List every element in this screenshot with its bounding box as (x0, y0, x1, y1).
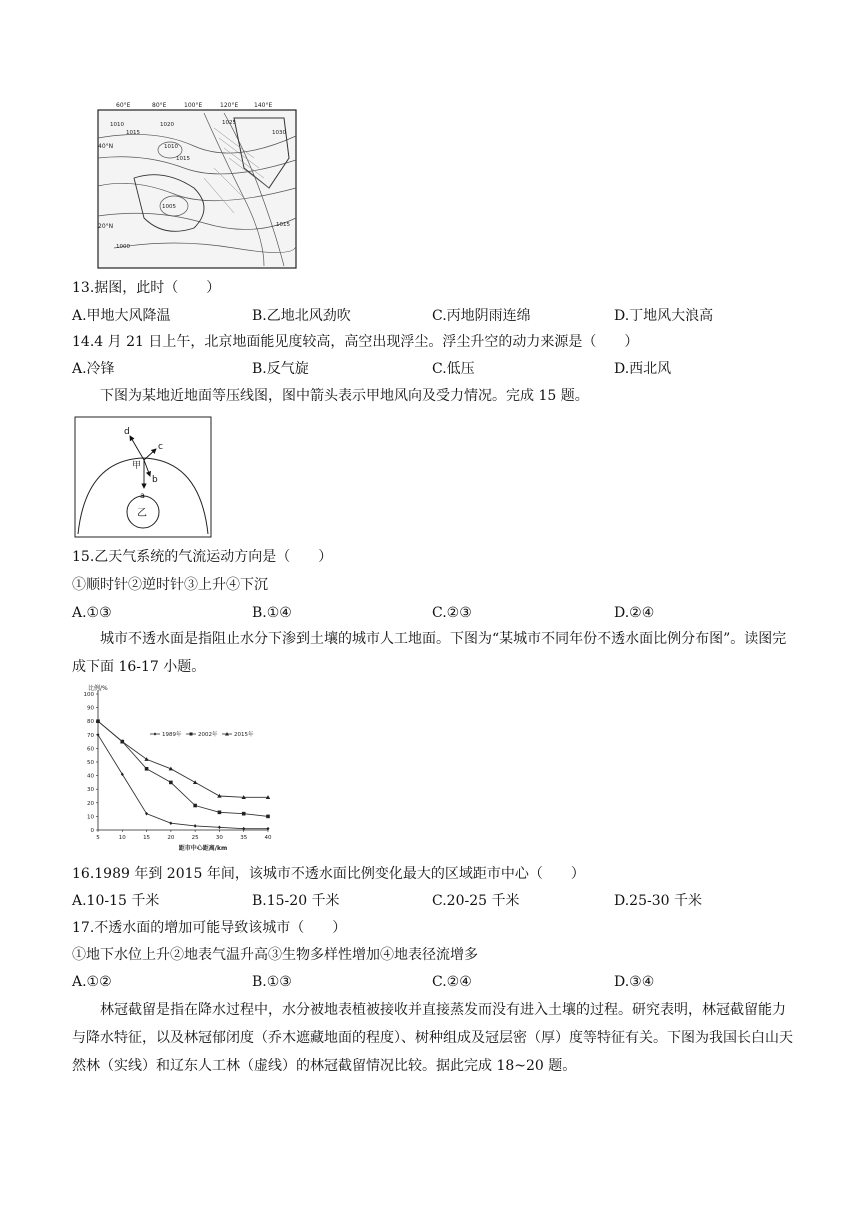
data-point (218, 811, 222, 815)
data-point (145, 767, 149, 771)
intro-18-paragraph (72, 996, 794, 1080)
intro-16-paragraph (72, 625, 794, 681)
x-tick-label: 15 (143, 835, 151, 841)
q15-option-c: C.②③ (432, 605, 472, 621)
lon-label: 120°E (220, 102, 239, 109)
y-tick-label: 100 (83, 692, 94, 698)
isobar-label: 1015 (276, 222, 290, 228)
isobar-label: 1025 (222, 120, 236, 126)
data-point (193, 780, 197, 784)
isobar-label: 1010 (164, 144, 178, 150)
data-point (169, 781, 173, 785)
intro-18: 林冠截留是指在降水过程中，水分被地表植被接收并直接蒸发而没有进入土壤的过程。研究表明，林冠截留能力与降水特征，以及林冠郁闭度（乔木遮藏地面的程度）、树种组成及冠层密（厚）度等特征有关。下图为我国长白山天然林（实线）和辽东人工林（虚线）的林冠截留情况比较。据此完成 18~20 题。 (72, 1002, 793, 1074)
q16-option-b: B.15-20 千米 (252, 893, 340, 909)
isobar-label: 1005 (162, 204, 176, 210)
intro-15: 下图为某地近地面等压线图，图中箭头表示甲地风向及受力情况。完成 15 题。 (100, 388, 589, 404)
q13-option-c: C.丙地阴雨连绵 (432, 308, 531, 324)
weather-map (94, 98, 300, 270)
q13-option-b: B.乙地北风劲吹 (252, 308, 351, 324)
y-tick-label: 30 (87, 787, 94, 794)
y-tick-label: 20 (87, 800, 94, 807)
question-15-choices: ①顺时针②逆时针③上升④下沉 (72, 577, 268, 593)
impervious-surface-chart (76, 682, 276, 860)
lat-label: 20°N (98, 223, 114, 230)
q16-option-d: D.25-30 千米 (614, 893, 702, 909)
data-point (266, 815, 270, 819)
arrow-label: a (140, 491, 145, 500)
data-point (193, 804, 197, 808)
q17-option-b: B.①③ (252, 974, 292, 990)
isobar-diagram (74, 416, 212, 538)
y-tick-label: 40 (87, 773, 94, 780)
intro-16: 城市不透水面是指阻止水分下渗到土壤的城市人工地面。下图为“某城市不同年份不透水面比例分布图”。读图完成下面 16-17 小题。 (72, 631, 787, 675)
x-tick-label: 25 (191, 835, 199, 841)
legend-entry: 2015年 (234, 732, 254, 738)
question-17-stem: 17.不透水面的增加可能导致该城市（ ） (72, 920, 347, 936)
q14-option-b: B.反气旋 (252, 361, 309, 377)
x-tick-label: 30 (215, 835, 223, 841)
data-point (194, 824, 197, 828)
lon-label: 140°E (254, 102, 273, 109)
point-label: 甲 (132, 461, 142, 471)
y-tick-label: 0 (90, 828, 94, 834)
y-tick-label: 50 (87, 760, 94, 766)
arrow-label: d (124, 427, 130, 437)
x-tick-label: 35 (240, 835, 248, 841)
legend-marker (154, 732, 157, 735)
isobar-label: 1015 (126, 130, 140, 136)
x-axis-label: 距市中心距离/km (178, 845, 228, 852)
lat-label: 40°N (98, 143, 114, 150)
center-label: 乙 (137, 508, 147, 519)
y-tick-label: 80 (87, 719, 94, 726)
data-point (242, 812, 246, 816)
arrow-label: b (152, 475, 158, 485)
legend-entry: 2002年 (198, 732, 218, 738)
x-tick-label: 10 (118, 835, 126, 841)
question-13-stem: 13.据图，此时（ ） (72, 280, 221, 296)
lon-label: 60°E (116, 102, 131, 109)
y-tick-label: 10 (87, 814, 94, 821)
q14-option-d: D.西北风 (614, 361, 672, 377)
x-tick-label: 20 (167, 835, 175, 841)
question-16-stem: 16.1989 年到 2015 年间，该城市不透水面比例变化最大的区域距市中心（ ） (72, 866, 585, 882)
q13-option-a: A.甲地大风降温 (72, 308, 171, 324)
isobar-label: 1010 (110, 122, 124, 128)
isobar-label: 1015 (176, 156, 190, 162)
lon-label: 80°E (152, 102, 167, 109)
data-point (218, 825, 221, 829)
y-tick-label: 60 (87, 746, 94, 753)
legend-entry: 1989年 (162, 732, 182, 738)
y-tick-label: 70 (87, 732, 94, 739)
q17-option-c: C.②④ (432, 974, 472, 990)
q17-option-d: D.③④ (614, 974, 655, 990)
question-17-choices: ①地下水位上升②地表气温升高③生物多样性增加④地表径流增多 (72, 947, 478, 963)
q17-option-a: A.①② (72, 974, 112, 990)
y-axis-label: 比例/% (88, 685, 108, 692)
q15-option-b: B.①④ (252, 605, 292, 621)
question-14-stem: 14.4 月 21 日上午，北京地面能见度较高，高空出现浮尘。浮尘升空的动力来源是（ ） (72, 334, 639, 350)
x-tick-label: 40 (264, 835, 272, 841)
isobar-label: 1030 (272, 130, 286, 136)
q16-option-a: A.10-15 千米 (72, 893, 160, 909)
legend-marker (190, 733, 193, 736)
x-tick-label: 5 (96, 835, 100, 841)
question-15-stem: 15.乙天气系统的气流运动方向是（ ） (72, 549, 333, 565)
isobar-label: 1000 (116, 244, 130, 250)
isobar-label: 1020 (160, 122, 174, 128)
q14-option-c: C.低压 (432, 361, 475, 377)
data-point (169, 821, 172, 825)
q16-option-c: C.20-25 千米 (432, 893, 520, 909)
lon-label: 100°E (184, 102, 203, 109)
q14-option-a: A.冷锋 (72, 361, 115, 377)
q15-option-d: D.②④ (614, 605, 655, 621)
y-tick-label: 90 (87, 705, 94, 712)
q13-option-d: D.丁地风大浪高 (614, 308, 714, 324)
q15-option-a: A.①③ (72, 605, 112, 621)
arrow-label: c (158, 442, 163, 452)
